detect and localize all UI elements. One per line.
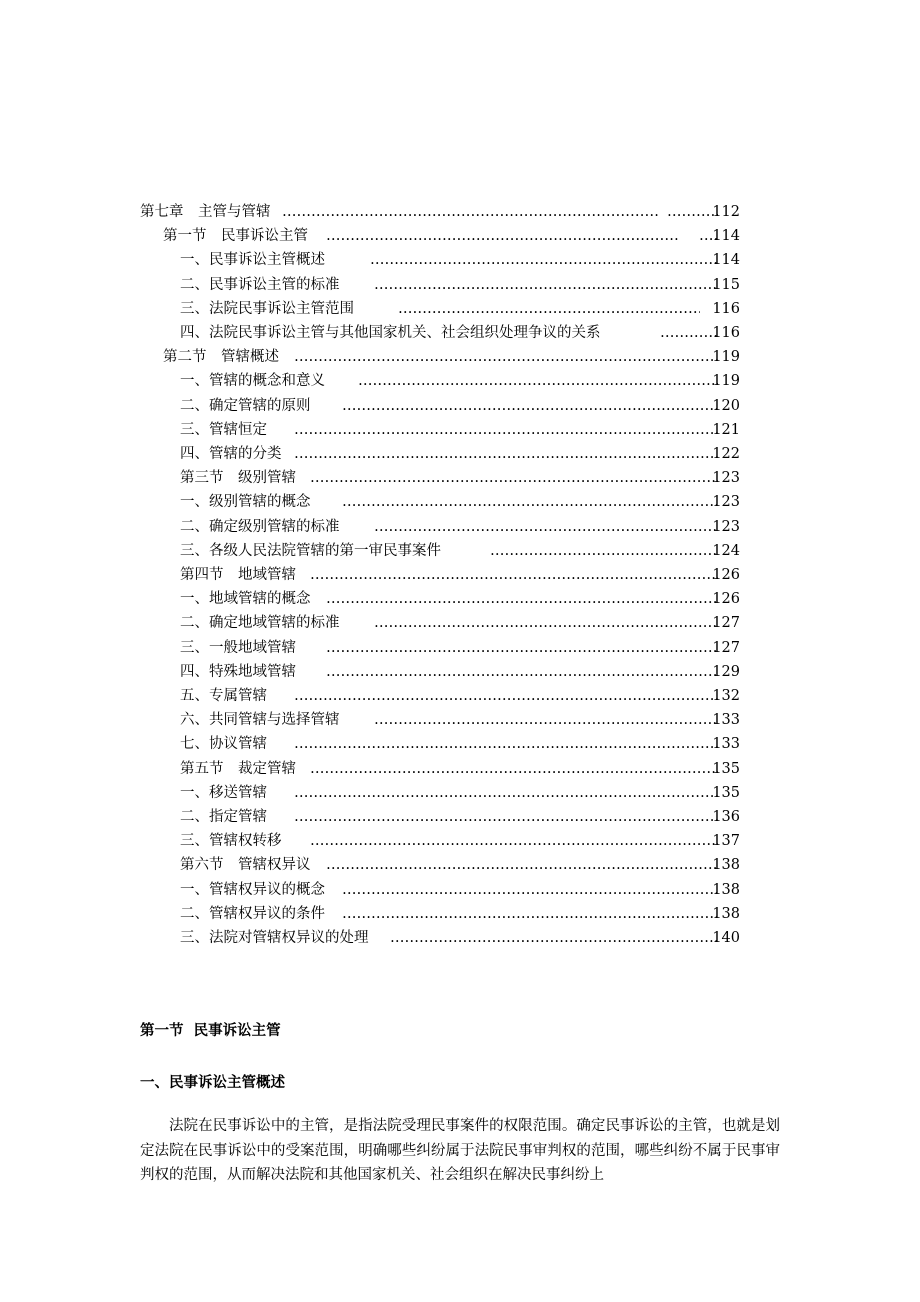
- toc-leader-dots: [370, 248, 718, 272]
- toc-page-number: 126: [712, 567, 740, 583]
- toc-leader-dots: [374, 273, 718, 297]
- toc-entry[interactable]: [0, 781, 920, 805]
- toc-entry[interactable]: [0, 297, 920, 321]
- toc-entry-label: 一、管辖的概念和意义: [180, 373, 325, 390]
- toc-entry[interactable]: [0, 902, 920, 926]
- toc-entry[interactable]: [0, 442, 920, 466]
- toc-entry-label: 第二节 管辖概述: [163, 349, 279, 366]
- toc-leader-dots: [390, 926, 718, 950]
- toc-page-number: 135: [712, 784, 740, 801]
- toc-entry-label: 二、管辖权异议的条件: [180, 905, 325, 922]
- toc-page-number: 126: [712, 591, 740, 608]
- toc-entry[interactable]: [0, 539, 920, 563]
- toc-page-number: 123: [712, 494, 740, 511]
- toc-entry[interactable]: [0, 853, 920, 877]
- body-paragraph: 法院在民事诉讼中的主管，是指法院受理民事案件的权限范围。确定民事诉讼的主管，也就是划定法院在民事诉讼中的受案范围，明确哪些纠纷属于法院民事审判权的范围，哪些纠纷不属于民事审判权的范围，从而解决法院和其他国家机关、社会组织在解决民事纠纷上: [140, 1118, 780, 1183]
- toc-entry[interactable]: [0, 684, 920, 708]
- toc-leader-dots: [667, 200, 718, 224]
- toc-page-number: 119: [712, 349, 740, 366]
- toc-entry[interactable]: [0, 515, 920, 539]
- toc-entry[interactable]: [0, 805, 920, 829]
- toc-entry[interactable]: [0, 878, 920, 902]
- toc-leader-dots: [490, 539, 718, 563]
- toc-leader-dots: [294, 418, 718, 442]
- toc-leader-dots: [294, 781, 718, 805]
- toc-leader-dots: [358, 369, 718, 393]
- toc-page-number: 115: [712, 276, 740, 293]
- toc-entry[interactable]: [0, 394, 920, 418]
- section-heading: 第一节 民事诉讼主管: [140, 1023, 281, 1039]
- toc-entry[interactable]: [0, 224, 920, 248]
- toc-leader-dots: [294, 684, 718, 708]
- toc-leader-dots: [326, 853, 718, 877]
- toc-page-number: 137: [712, 833, 740, 850]
- toc-page-number: 133: [712, 736, 740, 753]
- toc-page-number: 124: [712, 542, 740, 559]
- toc-entry[interactable]: [0, 466, 920, 490]
- toc-entry[interactable]: [0, 829, 920, 853]
- toc-page-number: 138: [712, 905, 740, 922]
- toc-entry-label: 七、协议管辖: [180, 736, 267, 753]
- toc-entry-label: 一、级别管辖的概念: [180, 494, 311, 511]
- toc-entry[interactable]: [0, 708, 920, 732]
- toc-entry-label: 第一节 民事诉讼主管: [163, 228, 308, 245]
- toc-entry-label: 一、管辖权异议的概念: [180, 881, 325, 898]
- toc-entry[interactable]: [0, 732, 920, 756]
- toc-entry-label: 第七章 主管与管辖: [140, 204, 271, 220]
- toc-entry[interactable]: [0, 587, 920, 611]
- toc-page-number: 112: [712, 204, 740, 220]
- toc-entry-label: 二、确定级别管辖的标准: [180, 518, 340, 535]
- toc-leader-dots: [294, 345, 718, 369]
- toc-entry-label: 四、法院民事诉讼主管与其他国家机关、社会组织处理争议的关系: [180, 325, 601, 341]
- toc-leader-dots: [326, 660, 718, 684]
- toc-leader-dots: [326, 636, 718, 660]
- toc-page-number: 114: [712, 228, 740, 245]
- toc-entry-label: 第六节 管辖权异议: [180, 857, 311, 874]
- toc-page-number: 129: [712, 663, 740, 680]
- toc-leader-dots: [342, 394, 718, 418]
- toc-leader-dots: [294, 732, 718, 756]
- toc-leader-dots: [374, 708, 718, 732]
- toc-page-number: 114: [712, 252, 740, 269]
- toc-entry-label: 四、管辖的分类: [180, 446, 282, 462]
- toc-entry-label: 第五节 裁定管辖: [180, 760, 296, 777]
- subsection-heading: 一、民事诉讼主管概述: [140, 1075, 285, 1091]
- toc-leader-dots: [310, 563, 718, 587]
- toc-entry[interactable]: [0, 345, 920, 369]
- toc-entry[interactable]: [0, 636, 920, 660]
- toc-leader-dots: [342, 878, 718, 902]
- toc-entry-label: 六、共同管辖与选择管辖: [180, 712, 340, 729]
- toc-entry-label: 三、法院对管辖权异议的处理: [180, 930, 369, 946]
- toc-leader-dots: [342, 902, 718, 926]
- toc-leader-dots: [398, 297, 700, 321]
- toc-leader-dots: [282, 200, 658, 224]
- toc-page-number: 132: [712, 688, 740, 704]
- toc-entry-label: 三、管辖恒定: [180, 421, 267, 438]
- toc-entry-label: 一、地域管辖的概念: [180, 591, 311, 608]
- toc-entry-label: 三、法院民事诉讼主管范围: [180, 300, 354, 317]
- toc-entry-label: 第三节 级别管辖: [180, 470, 296, 487]
- toc-page-number: 121: [712, 421, 740, 438]
- toc-page-number: 119: [712, 373, 740, 390]
- toc-page-number: 133: [712, 712, 740, 729]
- toc-entry[interactable]: [0, 418, 920, 442]
- toc-leader-dots: [310, 757, 718, 781]
- toc-leader-dots: [294, 805, 718, 829]
- toc-page-number: 136: [712, 809, 740, 825]
- toc-page-number: 127: [712, 639, 740, 656]
- toc-leader-dots: [374, 515, 718, 539]
- toc-entry-label: 五、专属管辖: [180, 688, 267, 704]
- toc-page-number: 123: [712, 470, 740, 487]
- toc-entry[interactable]: [0, 611, 920, 635]
- toc-page-number: 135: [712, 760, 740, 777]
- toc-entry-label: 四、特殊地域管辖: [180, 663, 296, 680]
- toc-entry-label: 三、管辖权转移: [180, 833, 282, 850]
- toc-leader-dots: [310, 829, 718, 853]
- toc-entry[interactable]: [0, 563, 920, 587]
- toc-entry-label: 三、各级人民法院管辖的第一审民事案件: [180, 542, 441, 559]
- toc-leader-dots: [294, 442, 718, 466]
- toc-entry-label: 一、移送管辖: [180, 784, 267, 801]
- toc-entry-label: 二、民事诉讼主管的标准: [180, 276, 340, 293]
- toc-entry[interactable]: [0, 273, 920, 297]
- toc-entry-label: 三、一般地域管辖: [180, 639, 296, 656]
- toc-entry[interactable]: [0, 490, 920, 514]
- toc-page-number: 138: [712, 857, 740, 874]
- toc-entry[interactable]: [0, 200, 920, 224]
- toc-entry-label: 一、民事诉讼主管概述: [180, 252, 325, 269]
- toc-page-number: 127: [712, 615, 740, 632]
- toc-page-number: 138: [712, 881, 740, 898]
- toc-page-number: 120: [712, 397, 740, 414]
- toc-entry[interactable]: [0, 926, 920, 950]
- toc-page-number: 123: [712, 518, 740, 535]
- toc-leader-dots: [326, 224, 680, 248]
- toc-page-number: 116: [712, 300, 740, 317]
- toc-entry[interactable]: [0, 369, 920, 393]
- toc-entry[interactable]: [0, 757, 920, 781]
- toc-leader-dots: [342, 490, 718, 514]
- toc-entry-label: 二、指定管辖: [180, 809, 267, 825]
- toc-page-number: 116: [712, 325, 740, 341]
- toc-entry[interactable]: [0, 248, 920, 272]
- toc-entry-label: 二、确定地域管辖的标准: [180, 615, 340, 632]
- toc-page-number: 140: [712, 930, 740, 946]
- toc-entry-label: 二、确定管辖的原则: [180, 397, 311, 414]
- toc-leader-dots: [310, 466, 718, 490]
- toc-leader-dots: [326, 587, 718, 611]
- toc-leader-dots: [660, 321, 718, 345]
- toc-leader-dots: [374, 611, 718, 635]
- toc-entry[interactable]: [0, 321, 920, 345]
- toc-entry-label: 第四节 地域管辖: [180, 567, 296, 583]
- toc-entry[interactable]: [0, 660, 920, 684]
- toc-page-number: 122: [712, 446, 740, 462]
